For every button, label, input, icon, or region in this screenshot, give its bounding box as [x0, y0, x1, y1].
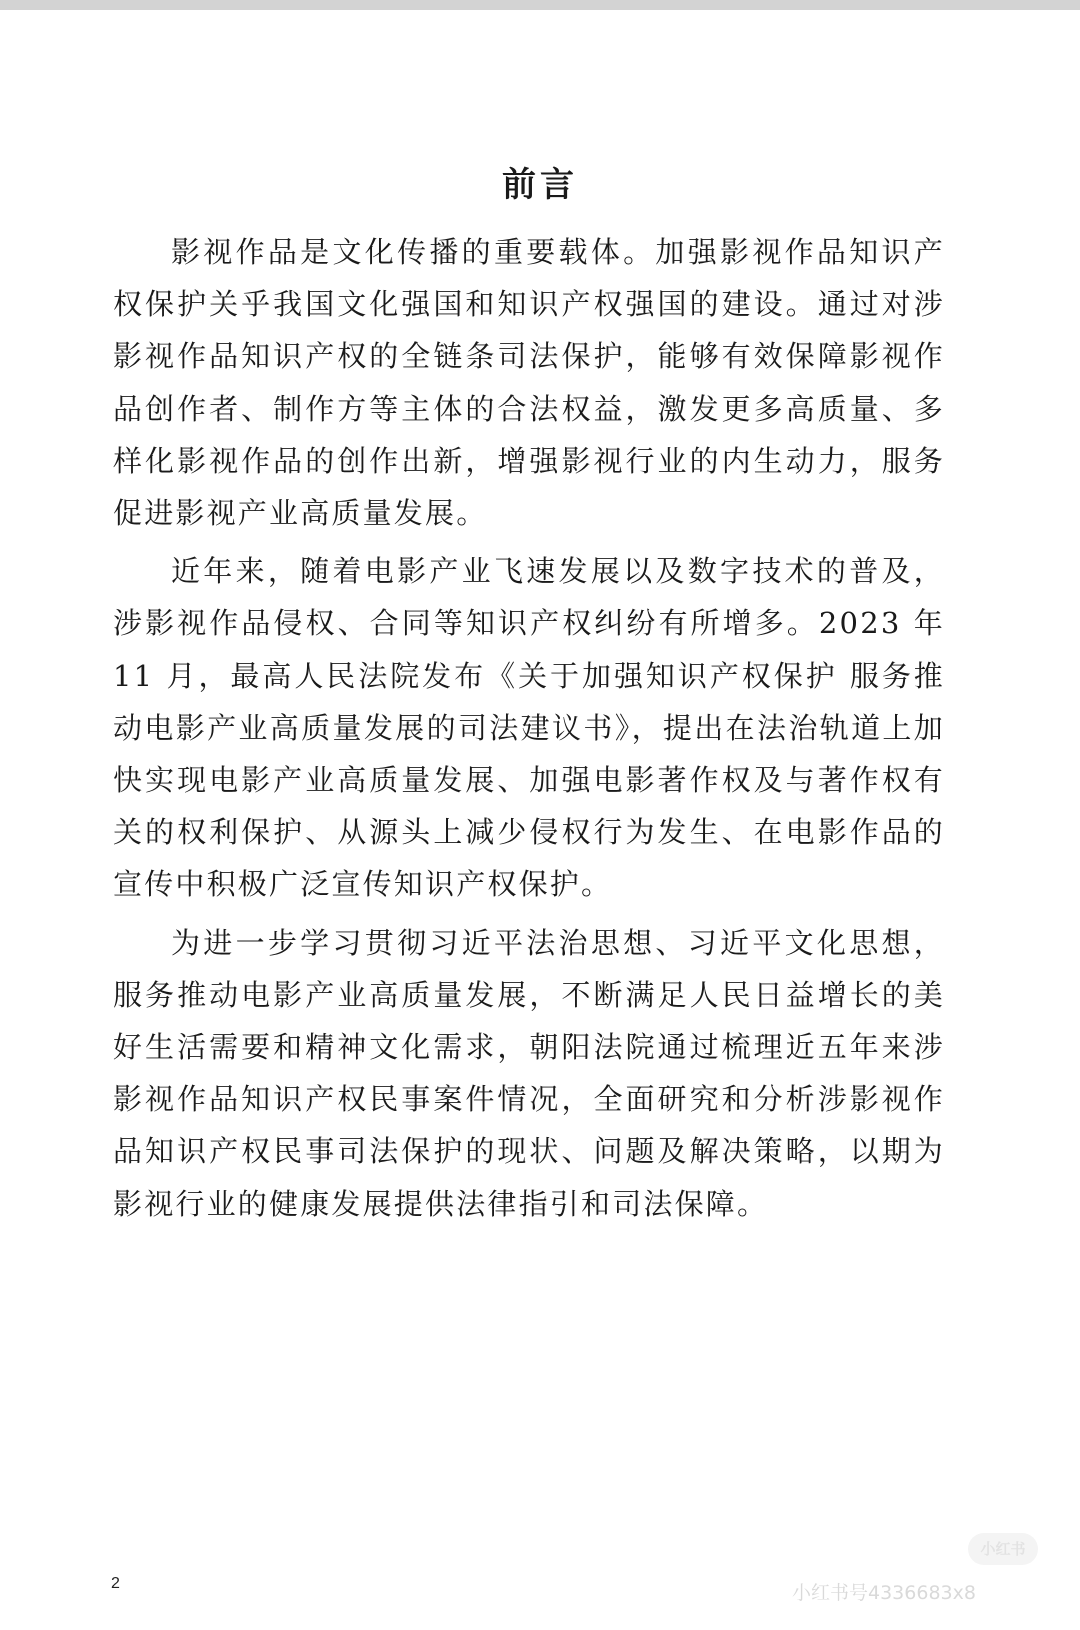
page-number: 2 [111, 1575, 120, 1592]
watermark-text: 小红书号4336683x8 [792, 1582, 976, 1604]
body-text [113, 226, 945, 1236]
paragraph-1: 影视作品是文化传播的重要载体。加强影视作品知识产权保护关乎我国文化强国和知识产权强国的建设。通过对涉影视作品知识产权的全链条司法保护，能够有效保障影视作品创作者、制作方等主体的合法权益，激发更多高质量、多样化影视作品的创作出新，增强影视行业的内生动力，服务促进影视产业高质量发展。 [113, 235, 945, 531]
paragraph-2: 近年来，随着电影产业飞速发展以及数字技术的普及，涉影视作品侵权、合同等知识产权纠纷有所增多。2023 年 11 月，最高人民法院发布《关于加强知识产权保护 服务推动电影产业高质量发展的司法建议书》，提出在法治轨道上加快实现电影产业高质量发展、加强电影著作权及与著作权有关的权利保护、从源头上减少侵权行为发生、在电影作品的宣传中积极广泛宣传知识产权保护。 [113, 554, 945, 902]
paragraph-3: 为进一步学习贯彻习近平法治思想、习近平文化思想，服务推动电影产业高质量发展，不断满足人民日益增长的美好生活需要和精神文化需求，朝阳法院通过梳理近五年来涉影视作品知识产权民事案件情况，全面研究和分析涉影视作品知识产权民事司法保护的现状、问题及解决策略，以期为影视行业的健康发展提供法律指引和司法保障。 [113, 925, 945, 1221]
page-title: 前言 [502, 165, 578, 205]
watermark-logo: 小红书 [968, 1533, 1038, 1565]
